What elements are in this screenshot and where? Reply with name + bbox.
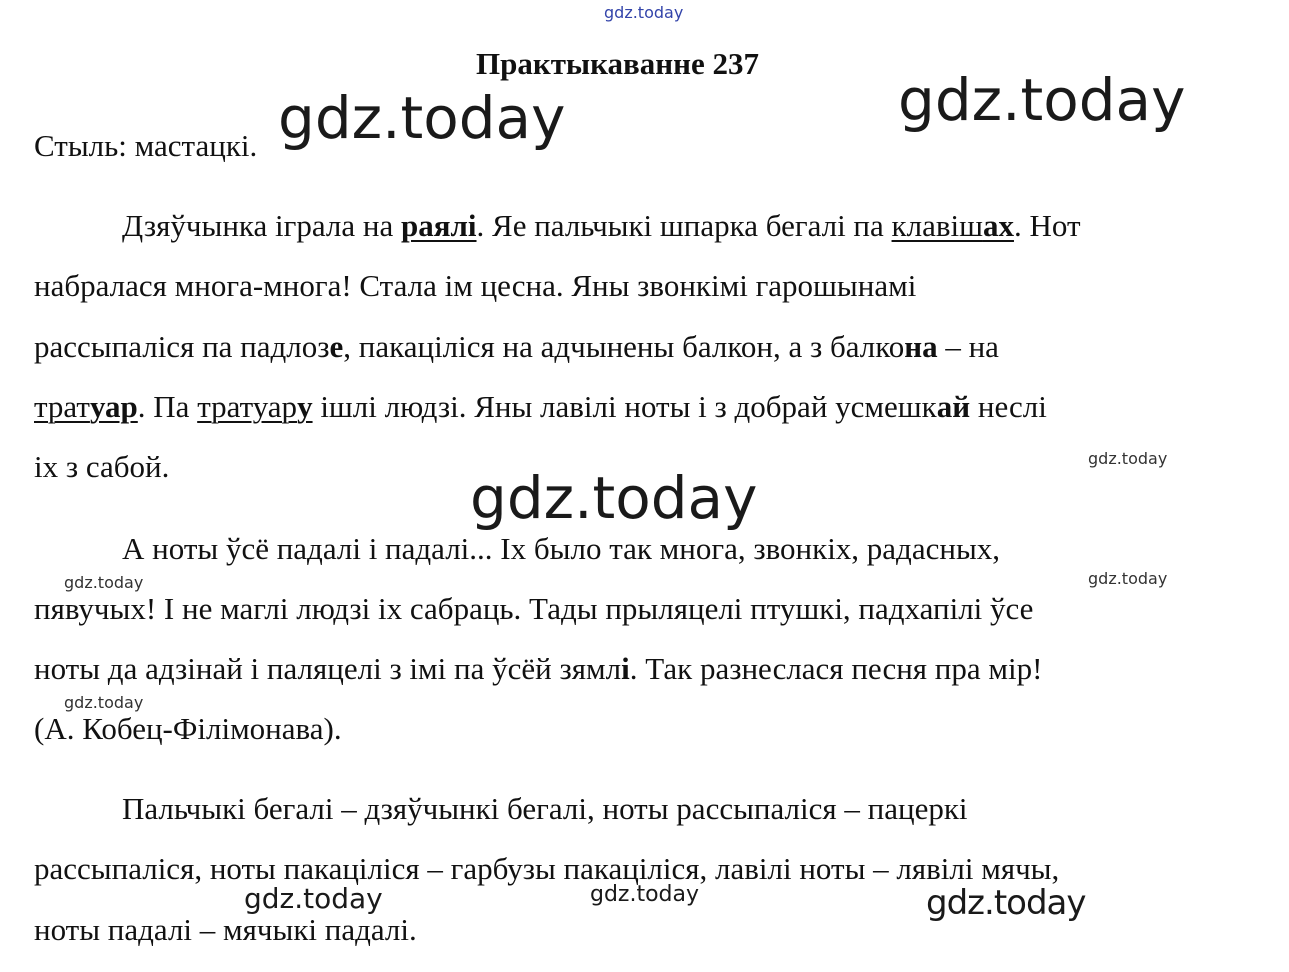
watermark: gdz.today xyxy=(244,882,383,915)
p1-line-3 xyxy=(34,327,999,367)
watermark-top: gdz.today xyxy=(604,3,684,22)
page-title: Практыкаванне 237 xyxy=(475,46,759,81)
style-line: Стыль: мастацкі. xyxy=(34,128,258,163)
underlined-word xyxy=(34,389,138,424)
ending: у xyxy=(297,389,313,424)
p1-line-2: набралася многа-многа! Стала ім цесна. Яны звонкімі гарошынамі xyxy=(34,268,917,303)
p1-line-1 xyxy=(122,206,1081,246)
word-stem: клавіш xyxy=(891,208,983,243)
watermark: gdz.today xyxy=(278,84,566,152)
p3-line-2: рассыпаліся, ноты пакаціліся – гарбузы пакаціліся, лавілі ноты – лявілі мячы, xyxy=(34,851,1060,886)
watermark: gdz.today xyxy=(590,882,700,907)
text: – на xyxy=(937,329,999,364)
text: Дзяўчынка іграла на xyxy=(122,208,401,243)
watermark: gdz.today xyxy=(926,883,1086,923)
ending: ай xyxy=(936,389,971,424)
watermark: gdz.today xyxy=(470,464,758,532)
text: . Так разнеслася песня пра мір! xyxy=(629,651,1043,686)
watermark: gdz.today xyxy=(64,573,144,592)
text: ноты да адзінай і паляцелі з імі па ўсёй зямл xyxy=(34,651,622,686)
word-stem: трат xyxy=(34,389,90,424)
p2-line-1: А ноты ўсё падалі і падалі... Іх было так многа, звонкіх, радасных, xyxy=(122,531,1001,566)
p3-line-1: Пальчыкі бегалі – дзяўчынкі бегалі, ноты рассыпаліся – пацеркі xyxy=(122,791,968,826)
text: . Нот xyxy=(1013,208,1081,243)
text: . Па xyxy=(137,389,198,424)
underlined-word xyxy=(892,208,1014,243)
watermark: gdz.today xyxy=(1088,569,1168,588)
underlined-word: раялі xyxy=(400,208,477,243)
p1-line-4 xyxy=(34,387,1047,427)
ending: уар xyxy=(89,389,138,424)
word-stem: тратуар xyxy=(197,389,298,424)
p2-line-3 xyxy=(34,649,1042,689)
p3-line-3: ноты падалі – мячыкі падалі. xyxy=(34,912,417,947)
ending: ах xyxy=(982,208,1014,243)
ending: і xyxy=(621,651,630,686)
text: . Яе пальчыкі шпарка бегалі па xyxy=(476,208,892,243)
watermark: gdz.today xyxy=(898,66,1186,134)
ending: е xyxy=(329,329,344,364)
ending: на xyxy=(904,329,938,364)
p1-line-5: іх з сабой. xyxy=(34,449,170,484)
text: неслі xyxy=(970,389,1047,424)
p2-line-2: пявучых! І не маглі людзі іх сабраць. Тады прыляцелі птушкі, падхапілі ўсе xyxy=(34,591,1034,626)
text: рассыпаліся па падлоз xyxy=(34,329,330,364)
watermark: gdz.today xyxy=(1088,449,1168,468)
p2-line-4: (А. Кобец-Філімонава). xyxy=(34,711,342,746)
underlined-word xyxy=(197,389,312,424)
text: , пакаціліся на адчынены балкон, а з балко xyxy=(343,329,905,364)
watermark: gdz.today xyxy=(64,693,144,712)
text: ішлі людзі. Яны лавілі ноты і з добрай усмешк xyxy=(312,389,937,424)
